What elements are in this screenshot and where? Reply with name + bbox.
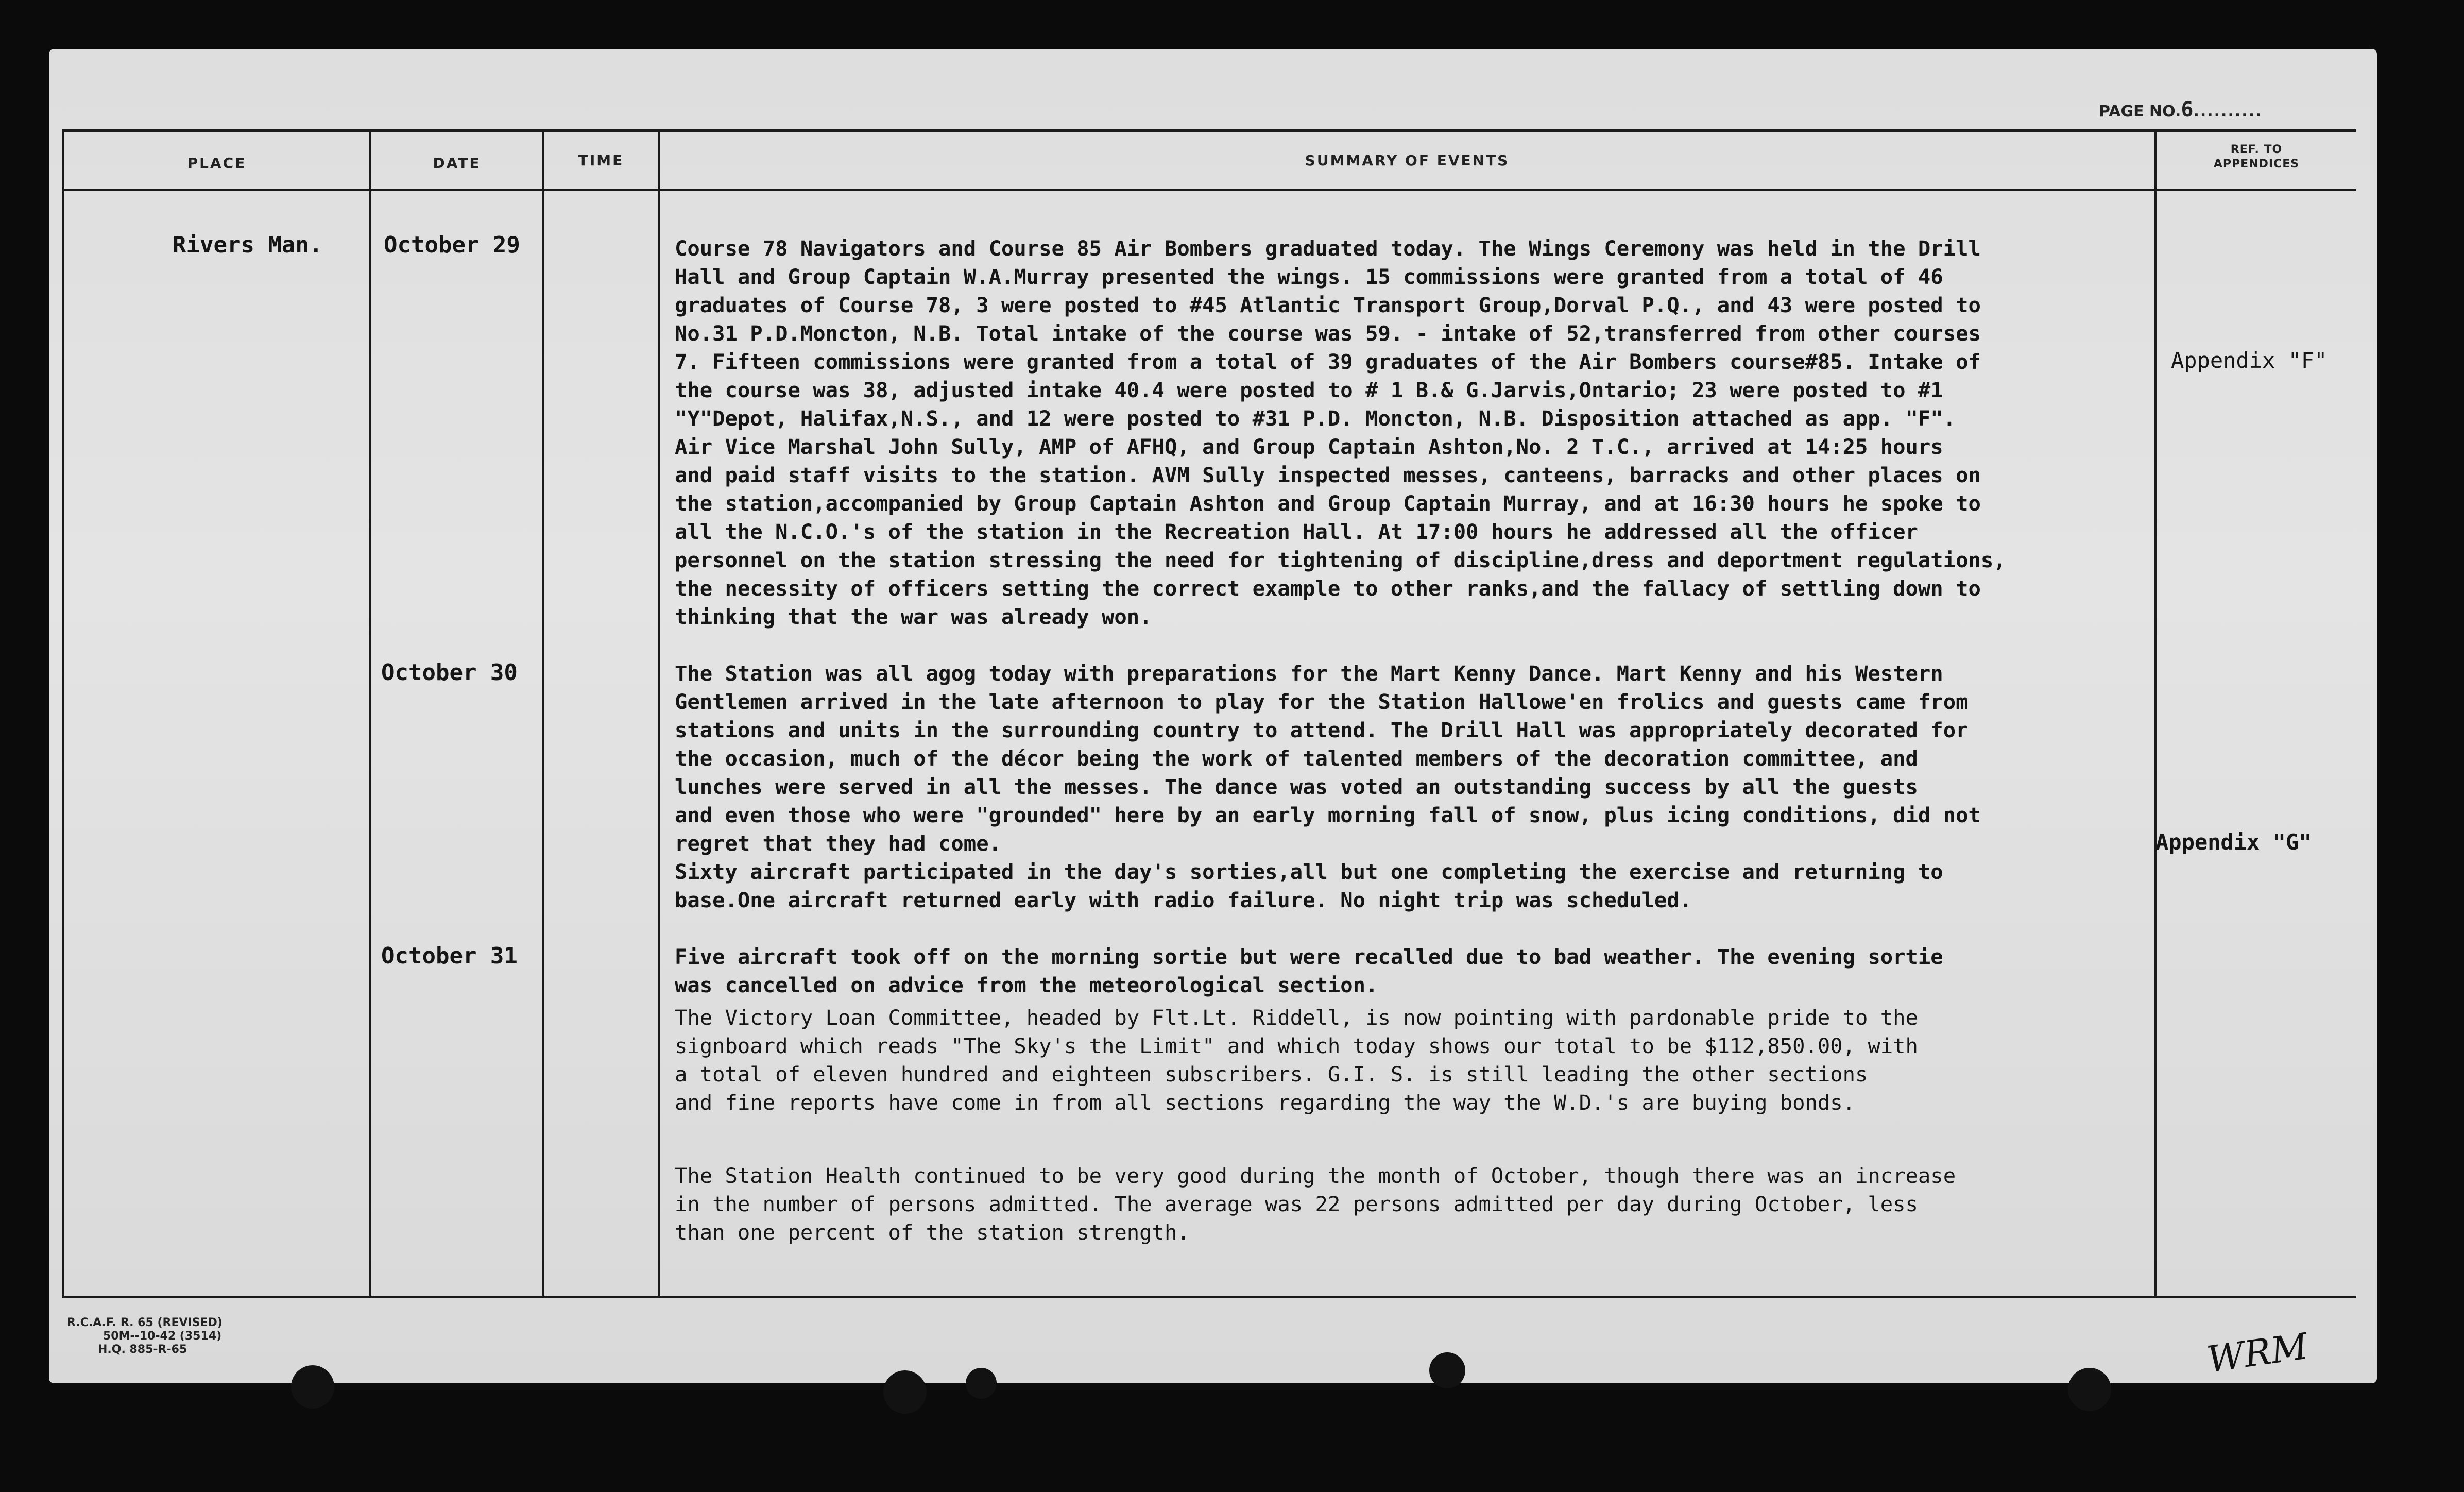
- column-rule-left: [62, 129, 64, 1297]
- entry-line: all the N.C.O.'s of the station in the Recreation Hall. At 17:00 hours he addressed all the officer: [675, 519, 1918, 544]
- entry-line: the station,accompanied by Group Captain Ashton and Group Captain Murray, and at 16:30 hours he spoke to: [675, 491, 1981, 516]
- binder-hole: [291, 1365, 334, 1409]
- column-rule-place: [369, 129, 371, 1297]
- entry-october-29: [675, 234, 2006, 631]
- entry-line: Gentlemen arrived in the late afternoon to play for the Station Hallowe'en frolics and guests came from: [675, 689, 1969, 714]
- header-ref-appendices: [2157, 143, 2356, 172]
- form-footer-line2: 50M--10-42 (3514): [103, 1330, 222, 1343]
- entry-line: the occasion, much of the décor being the work of talented members of the decoration committee, and: [675, 746, 1918, 771]
- station-health-summary: [675, 1162, 1956, 1247]
- entry-line: Five aircraft took off on the morning sortie but were recalled due to bad weather. The evening sortie: [675, 944, 1943, 969]
- entry-line: signboard which reads "The Sky's the Limit" and which today shows our total to be $112,850.00, with: [675, 1033, 1918, 1058]
- entry-line: The Station was all agog today with preparations for the Mart Kenny Dance. Mart Kenny and his Western: [675, 661, 1943, 686]
- header-bottom-rule: [62, 189, 2356, 191]
- entry-line: a total of eleven hundred and eighteen subscribers. G.I. S. is still leading the other sections: [675, 1062, 1868, 1087]
- page-number: PAGE NO.6..........: [2099, 98, 2263, 122]
- entry-line: Hall and Group Captain W.A.Murray presented the wings. 15 commissions were granted from a total of 46: [675, 264, 1943, 289]
- appendix-g-ref: Appendix "G": [2155, 829, 2312, 855]
- form-footer-line3: H.Q. 885-R-65: [98, 1343, 187, 1356]
- entry-october-30: [675, 659, 1981, 914]
- date-october-30: October 30: [381, 659, 518, 686]
- binder-hole: [966, 1368, 997, 1399]
- table-bottom-rule: [62, 1296, 2356, 1298]
- document-sheet: [49, 49, 2377, 1383]
- entry-line: the course was 38, adjusted intake 40.4 were posted to # 1 B.& G.Jarvis,Ontario; 23 were posted to #1: [675, 378, 1943, 402]
- entry-line: and paid staff visits to the station. AVM Sully inspected messes, canteens, barracks and other places on: [675, 463, 1981, 487]
- entry-line: and fine reports have come in from all sections regarding the way the W.D.'s are buying bonds.: [675, 1090, 1856, 1115]
- date-october-31: October 31: [381, 943, 518, 969]
- entry-line: The Station Health continued to be very good during the month of October, though there was an increase: [675, 1163, 1956, 1188]
- entry-line: No.31 P.D.Moncton, N.B. Total intake of the course was 59. - intake of 52,transferred from other courses: [675, 321, 1981, 346]
- binder-hole: [883, 1370, 927, 1414]
- entry-line: The Victory Loan Committee, headed by Flt.Lt. Riddell, is now pointing with pardonable pride to the: [675, 1005, 1918, 1030]
- header-time: TIME: [578, 152, 624, 169]
- entry-line: thinking that the war was already won.: [675, 604, 1152, 629]
- binder-hole: [2068, 1368, 2111, 1411]
- appendix-f-ref: Appendix "F": [2171, 348, 2328, 373]
- entry-line: base.One aircraft returned early with radio failure. No night trip was scheduled.: [675, 888, 1692, 912]
- binder-hole: [1429, 1352, 1465, 1388]
- entry-line: was cancelled on advice from the meteorological section.: [675, 973, 1378, 997]
- entry-line: graduates of Course 78, 3 were posted to #45 Atlantic Transport Group,Dorval P.Q., and 43 were posted to: [675, 293, 1981, 317]
- place-value: Rivers Man.: [173, 232, 323, 258]
- form-footer: [67, 1316, 223, 1357]
- header-ref-line2: APPENDICES: [2213, 158, 2300, 171]
- entry-line: personnel on the station stressing the need for tightening of discipline,dress and deportment regulations,: [675, 548, 2006, 572]
- form-footer-line1: R.C.A.F. R. 65 (REVISED): [67, 1316, 223, 1329]
- header-ref-line1: REF. TO: [2230, 143, 2283, 156]
- entry-line: than one percent of the station strength.: [675, 1220, 1190, 1245]
- page-number-value: 6: [2181, 98, 2194, 122]
- date-october-29: October 29: [384, 232, 520, 258]
- table-top-rule: [62, 129, 2356, 132]
- entry-line: Course 78 Navigators and Course 85 Air Bombers graduated today. The Wings Ceremony was held in the Drill: [675, 236, 1981, 261]
- column-rule-time: [658, 129, 660, 1297]
- page-number-label: PAGE NO.: [2099, 103, 2181, 121]
- entry-line: stations and units in the surrounding country to attend. The Drill Hall was appropriately decorated for: [675, 718, 1969, 742]
- entry-line: lunches were served in all the messes. The dance was voted an outstanding success by all the guests: [675, 774, 1918, 799]
- entry-line: regret that they had come.: [675, 831, 1001, 856]
- entry-october-31-weather: [675, 943, 1943, 999]
- entry-line: Air Vice Marshal John Sully, AMP of AFHQ, and Group Captain Ashton,No. 2 T.C., arrived at 14:25 hours: [675, 434, 1943, 459]
- signature-initials: WRM: [2204, 1325, 2311, 1381]
- header-date: DATE: [433, 155, 481, 172]
- entry-line: Sixty aircraft participated in the day's sorties,all but one completing the exercise and returning to: [675, 859, 1943, 884]
- column-rule-date: [542, 129, 544, 1297]
- entry-line: the necessity of officers setting the correct example to other ranks,and the fallacy of settling down to: [675, 576, 1981, 601]
- entry-october-31-victory-loan: [675, 1004, 1918, 1117]
- entry-line: 7. Fifteen commissions were granted from a total of 39 graduates of the Air Bombers course#85. Intake of: [675, 349, 1981, 374]
- header-place: PLACE: [187, 155, 247, 172]
- entry-line: in the number of persons admitted. The average was 22 persons admitted per day during October, less: [675, 1192, 1918, 1216]
- entry-line: "Y"Depot, Halifax,N.S., and 12 were posted to #31 P.D. Moncton, N.B. Disposition attached as app. "F".: [675, 406, 1956, 431]
- header-summary: SUMMARY OF EVENTS: [1305, 152, 1510, 169]
- entry-line: and even those who were "grounded" here by an early morning fall of snow, plus icing conditions, did not: [675, 803, 1981, 827]
- column-rule-summary: [2154, 129, 2157, 1297]
